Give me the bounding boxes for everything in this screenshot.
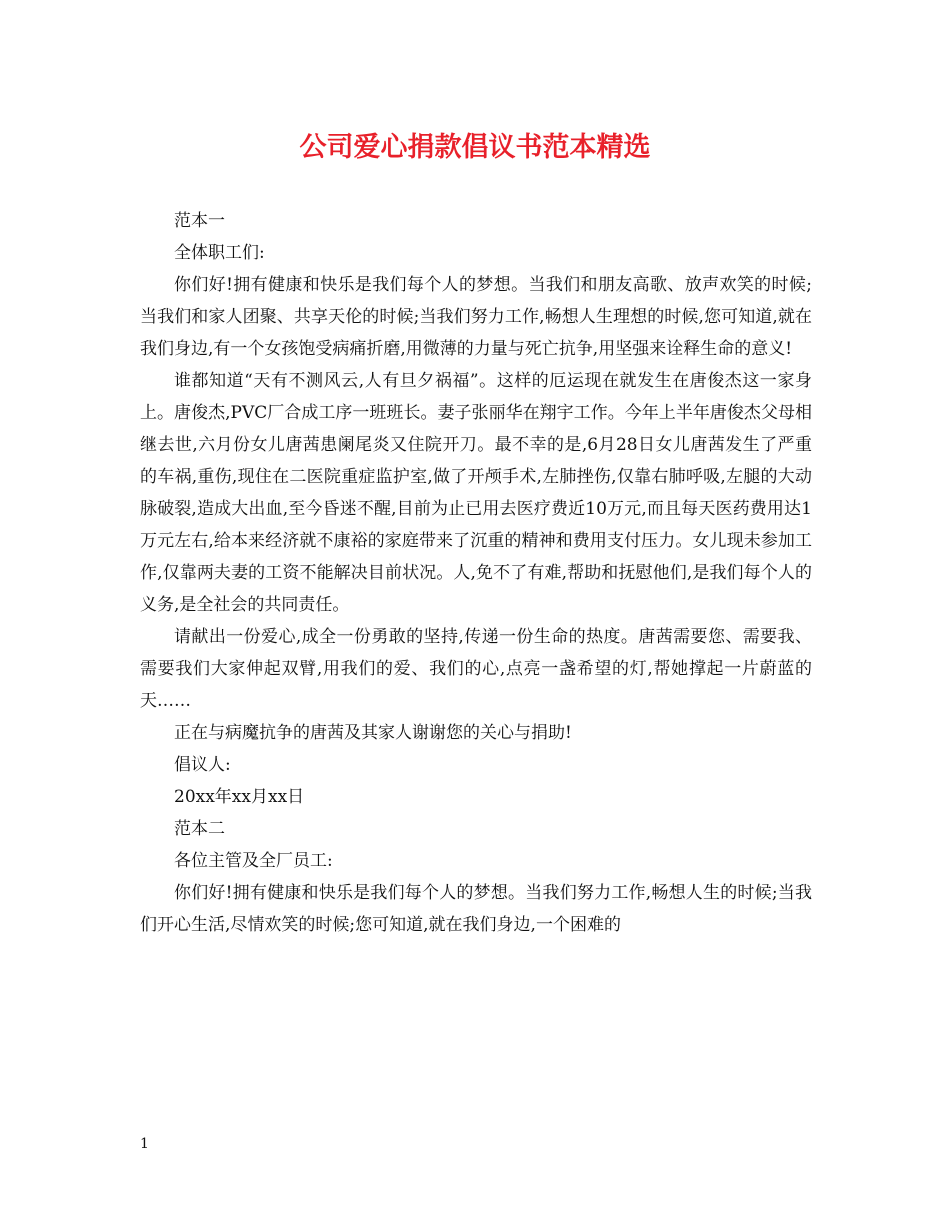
paragraph-signer-label: 倡议人: (174, 755, 231, 775)
paragraph-salutation: 全体职工们: (174, 243, 265, 263)
paragraph: 请献出一份爱心,成全一份勇敢的坚持,传递一份生命的热度。唐茜需要您、需要我、需要我们大家伸起双臂,用我们的爱、我们的心,点亮一盏希望的灯,帮她撑起一片蔚蓝的天…… (140, 627, 812, 711)
paragraph: 你们好!拥有健康和快乐是我们每个人的梦想。当我们努力工作,畅想人生的时候;当我们开心生活,尽情欢笑的时候;您可知道,就在我们身边,一个困难的 (140, 883, 812, 935)
document-body (140, 205, 812, 941)
paragraph: 你们好!拥有健康和快乐是我们每个人的梦想。当我们和朋友高歌、放声欢笑的时候;当我们和家人团聚、共享天伦的时候;当我们努力工作,畅想人生理想的时候,您可知道,就在我们身边,有一个女孩饱受病痛折磨,用微薄的力量与死亡抗争,用坚强来诠释生命的意义! (140, 275, 812, 359)
paragraph-template-label: 范本二 (174, 819, 225, 839)
paragraph: 谁都知道“天有不测风云,人有旦夕祸福”。这样的厄运现在就发生在唐俊杰这一家身上。唐俊杰,PVC厂合成工序一班班长。妻子张丽华在翔宇工作。今年上半年唐俊杰父母相继去世,六月份女儿唐茜患阑尾炎又住院开刀。最不幸的是,6月28日女儿唐茜发生了严重的车祸,重伤,现住在二医院重症监护室,做了开颅手术,左肺挫伤,仅靠右肺呼吸,左腿的大动脉破裂,造成大出血,至今昏迷不醒,目前为止已用去医疗费近10万元,而且每天医药费用达1万元左右,给本来经济就不康裕的家庭带来了沉重的精神和费用支付压力。女儿现未参加工作,仅靠两夫妻的工资不能解决目前状况。人,免不了有难,帮助和抚慰他们,是我们每个人的义务,是全社会的共同责任。 (140, 371, 812, 615)
page-number: 1 (140, 1136, 149, 1152)
paragraph-date: 20xx年xx月xx日 (174, 787, 305, 807)
paragraph-template-label: 范本一 (174, 211, 225, 231)
document-title: 公司爱心捐款倡议书范本精选 (299, 132, 651, 163)
paragraph-salutation: 各位主管及全厂员工: (174, 851, 333, 871)
paragraph: 正在与病魔抗争的唐茜及其家人谢谢您的关心与捐助! (174, 723, 572, 743)
